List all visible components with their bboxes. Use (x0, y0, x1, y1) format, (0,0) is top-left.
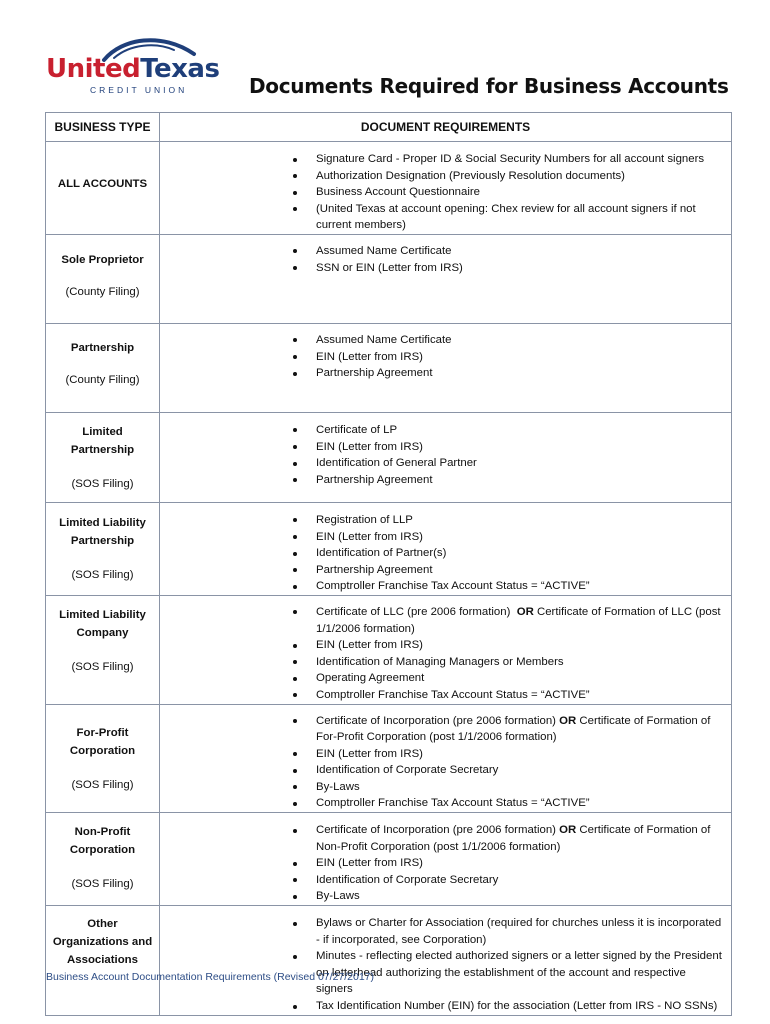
business-type-name: Other Organizations and Associations (52, 918, 153, 967)
list-item (160, 713, 731, 746)
requirement-text: Certificate of LLC (pre 2006 formation) (316, 605, 517, 618)
list-item: Comptroller Franchise Tax Account Status = “ACTIVE” (160, 795, 731, 812)
table-row (46, 412, 732, 502)
table-row (46, 142, 732, 235)
list-item: Comptroller Franchise Tax Account Status = “ACTIVE” (160, 578, 731, 595)
business-type-cell (46, 704, 160, 813)
or-keyword: OR (516, 605, 534, 618)
filing-type: (SOS Filing) (71, 477, 134, 490)
business-type-cell (46, 906, 160, 1016)
logo-subtitle: CREDIT UNION (90, 85, 188, 95)
requirement-text: Certificate of Incorporation (pre 2006 formation) (316, 714, 560, 727)
list-item: By-Laws (160, 888, 731, 905)
filing-type: (SOS Filing) (71, 778, 134, 791)
list-item (160, 604, 731, 637)
filing-type: (County Filing) (65, 285, 140, 298)
list-item: Partnership Agreement (160, 472, 731, 489)
list-item: SSN or EIN (Letter from IRS) (160, 260, 731, 277)
page-title: Documents Required for Business Accounts (249, 74, 729, 98)
business-type-cell (46, 813, 160, 906)
filing-type: (County Filing) (65, 373, 140, 386)
table-row (46, 813, 732, 906)
document-requirements-cell (160, 813, 732, 906)
requirements-list (160, 324, 731, 382)
list-item: EIN (Letter from IRS) (160, 529, 731, 546)
document-requirements-cell (160, 502, 732, 595)
filing-type: (SOS Filing) (71, 568, 134, 581)
united-texas-logo (44, 34, 219, 98)
business-type-name: Non-Profit Corporation (69, 826, 136, 857)
table-row (46, 595, 732, 704)
requirements-list (160, 906, 731, 1015)
table-header-row (46, 113, 732, 142)
business-type-name: Limited Partnership (70, 425, 135, 456)
document-requirements-cell (160, 323, 732, 412)
table-row (46, 234, 732, 323)
list-item: Operating Agreement (160, 670, 731, 687)
table-row (46, 502, 732, 595)
list-item: Signature Card - Proper ID & Social Security Numbers for all account signers (160, 151, 731, 168)
requirement-text: Certificate of Formation of For-Profit Corporation (post 1/1/2006 formation) (316, 714, 714, 744)
requirements-list (160, 813, 731, 905)
requirements-list (160, 142, 731, 234)
filing-type: (SOS Filing) (71, 878, 134, 891)
table-row (46, 704, 732, 813)
requirements-list (160, 503, 731, 595)
document-requirements-header: DOCUMENT REQUIREMENTS (160, 113, 732, 142)
business-type-cell (46, 142, 160, 235)
document-requirements-cell (160, 906, 732, 1016)
requirements-table (45, 112, 732, 1016)
business-type-name: For-Profit Corporation (69, 726, 136, 757)
list-item: Assumed Name Certificate (160, 332, 731, 349)
document-requirements-cell (160, 595, 732, 704)
list-item: Authorization Designation (Previously Resolution documents) (160, 168, 731, 185)
footer-note: Business Account Documentation Requirements (Revised 07/27/2017) (46, 971, 375, 983)
business-type-cell (46, 502, 160, 595)
list-item: Assumed Name Certificate (160, 243, 731, 260)
document-requirements-cell (160, 142, 732, 235)
business-type-name: Sole Proprietor (61, 253, 144, 266)
requirement-text: Certificate of Incorporation (pre 2006 formation) (316, 824, 560, 837)
list-item: EIN (Letter from IRS) (160, 637, 731, 654)
business-type-name: Limited Liability Partnership (59, 516, 146, 547)
list-item: Identification of Corporate Secretary (160, 872, 731, 889)
or-keyword: OR (559, 714, 577, 727)
business-type-name: Partnership (70, 341, 135, 354)
filing-type: (SOS Filing) (71, 660, 134, 673)
list-item: EIN (Letter from IRS) (160, 855, 731, 872)
list-item: Identification of Partner(s) (160, 545, 731, 562)
list-item: Business Account Questionnaire (160, 184, 731, 201)
list-item: Bylaws or Charter for Association (required for churches unless it is incorporated - if incorporated, see Corporation) (160, 915, 731, 948)
list-item: By-Laws (160, 779, 731, 796)
list-item: EIN (Letter from IRS) (160, 349, 731, 366)
list-item: Identification of Corporate Secretary (160, 762, 731, 779)
list-item: Identification of Managing Managers or Members (160, 654, 731, 671)
business-type-cell (46, 412, 160, 502)
requirements-list (160, 235, 731, 276)
business-type-cell (46, 323, 160, 412)
business-type-cell (46, 595, 160, 704)
business-type-name: Limited Liability Company (59, 608, 146, 639)
list-item: EIN (Letter from IRS) (160, 439, 731, 456)
list-item: Tax Identification Number (EIN) for the association (Letter from IRS - NO SSNs) (160, 998, 731, 1015)
list-item: (United Texas at account opening: Chex review for all account signers if not current members) (160, 201, 731, 234)
document-requirements-cell (160, 704, 732, 813)
table-row (46, 323, 732, 412)
list-item: Registration of LLP (160, 512, 731, 529)
document-requirements-cell (160, 234, 732, 323)
list-item: Minutes - reflecting elected authorized signers or a letter signed by the President on letterhead authorizing the establishment of the account and respective signers (160, 948, 731, 998)
requirements-list (160, 705, 731, 813)
document-requirements-cell (160, 412, 732, 502)
business-type-name: ALL ACCOUNTS (57, 178, 148, 190)
list-item: Comptroller Franchise Tax Account Status = “ACTIVE” (160, 687, 731, 704)
list-item: Identification of General Partner (160, 455, 731, 472)
list-item (160, 822, 731, 855)
requirement-text: Certificate of Formation of Non-Profit Corporation (post 1/1/2006 formation) (316, 824, 714, 853)
list-item: Partnership Agreement (160, 365, 731, 382)
or-keyword: OR (559, 824, 577, 837)
requirements-list (160, 596, 731, 704)
logo-wordmark: UnitedTexas (46, 54, 220, 84)
list-item: Certificate of LP (160, 422, 731, 439)
requirements-list (160, 413, 731, 488)
list-item: Partnership Agreement (160, 562, 731, 579)
business-type-header: BUSINESS TYPE (46, 113, 160, 142)
table-row (46, 906, 732, 1016)
requirement-text: Certificate of Formation of LLC (post 1/1/2006 formation) (316, 605, 724, 635)
business-type-cell (46, 234, 160, 323)
list-item: EIN (Letter from IRS) (160, 746, 731, 763)
